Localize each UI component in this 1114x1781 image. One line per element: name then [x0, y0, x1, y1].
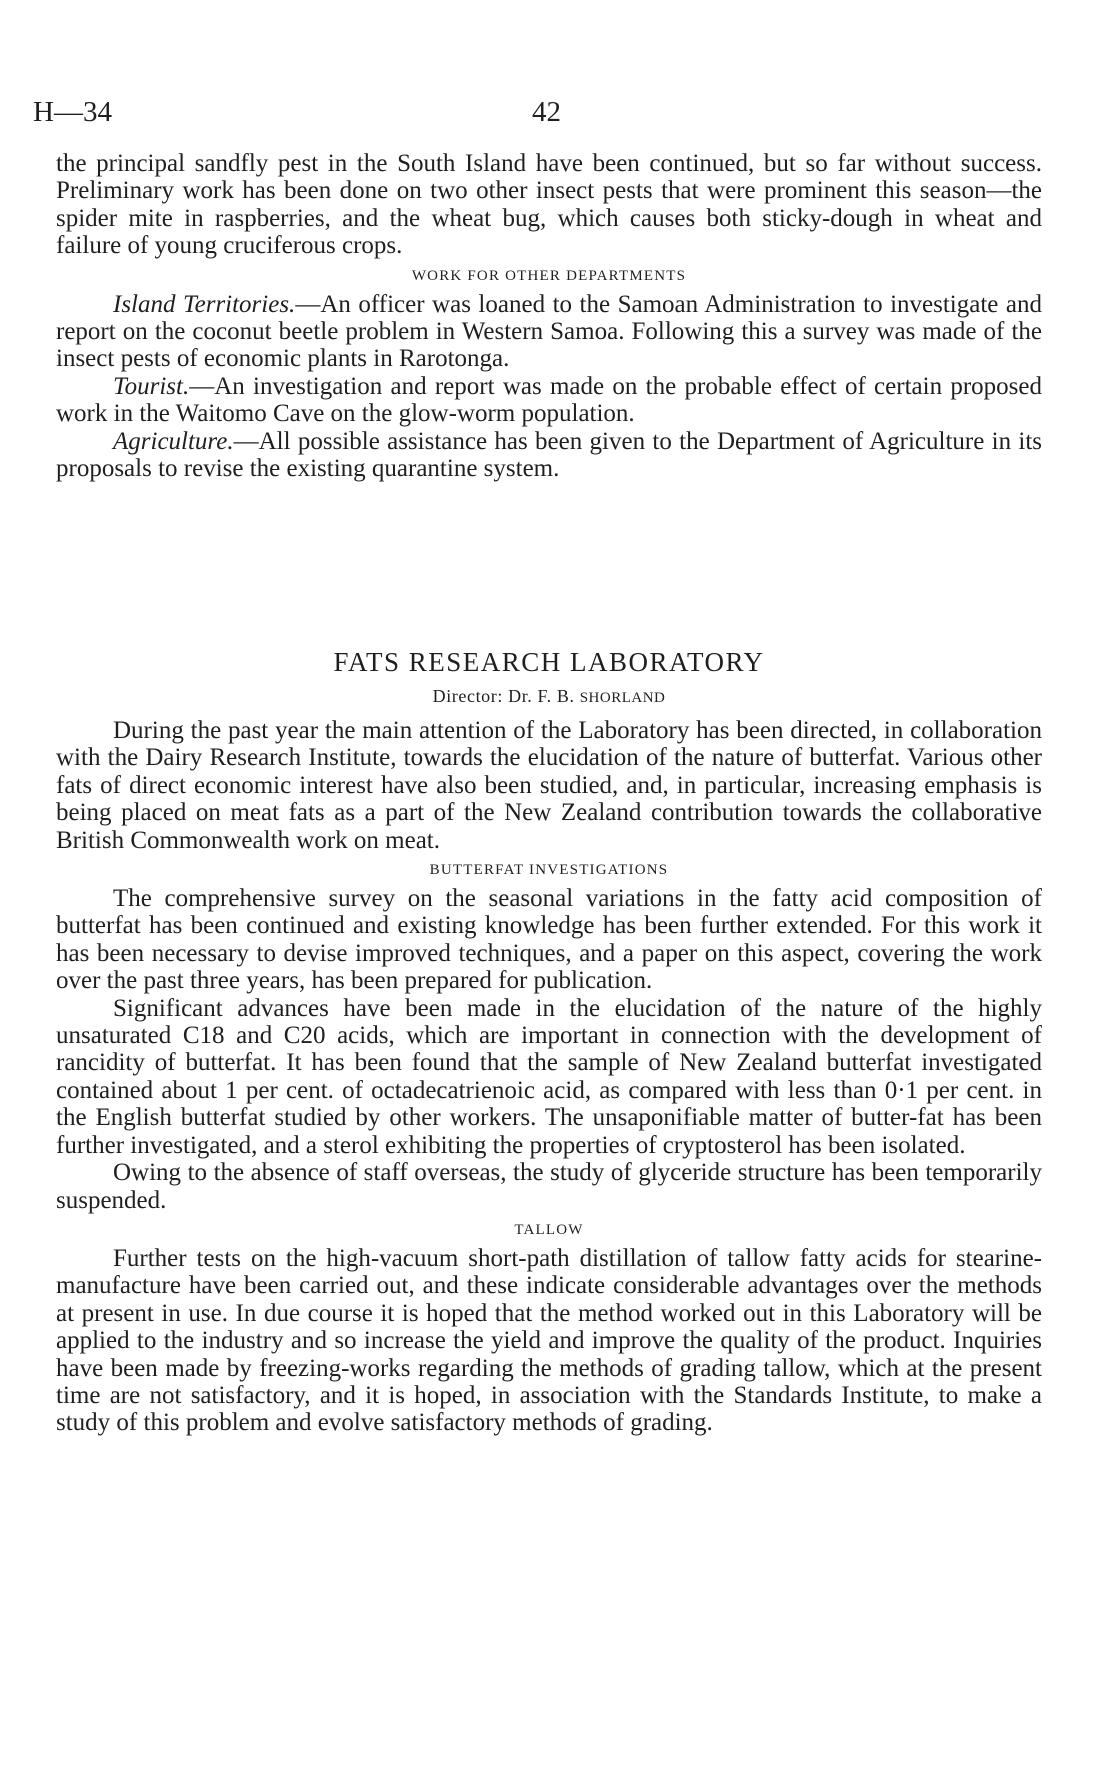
butterfat-paragraph: Significant advances have been made in the elucidation of the nature of the highly unsaturated C18 and C20 acids, which are important in connection with the development of rancidity of butterfat. It has been found that the sample of New Zealand butterfat investigated contained about 1 per cent. of octadecatrienoic acid, as compared with less than 0·1 per cent. in the English butterfat studied by other workers. The unsaponifiable matter of butter-fat has been further investigated, and a sterol exhibiting the properties of cryptosterol has been isolated.: [56, 994, 1042, 1159]
paragraph-tourist: [56, 373, 1042, 428]
subheading-butterfat-investigations: BUTTERFAT INVESTIGATIONS: [429, 862, 669, 879]
paragraph-island-territories: [56, 291, 1042, 373]
subheading-tallow: TALLOW: [514, 1221, 584, 1238]
intro-paragraph: During the past year the main attention of the Laboratory has been directed, in collaboration with the Dairy Research Institute, towards the elucidation of the nature of butterfat. Various other fats of direct economic interest have also been studied, and, in particular, increasing emphasis is being placed on meat fats as a part of the New Zealand contribution towards the collaborative British Commonwealth work on meat.: [56, 717, 1042, 854]
director-line: [56, 683, 1042, 711]
section-fats-research: [56, 647, 1042, 1437]
run-in-heading: Agriculture.: [113, 427, 234, 455]
butterfat-paragraph: The comprehensive survey on the seasonal variations in the fatty acid composition of butterfat has been continued and existing knowledge has been further extended. For this work it has been necessary to devise improved techniques, and a paper on this aspect, covering the work over the past three years, has been prepared for publication.: [56, 885, 1042, 995]
paragraph-text: —An officer was loaned to the Samoan Administration to investigate and report on the coconut beetle problem in Western Samoa. Following this a survey was made of the insect pests of economic plants in Rarotonga.: [56, 290, 1042, 373]
section-title: FATS RESEARCH LABORATORY: [333, 647, 765, 677]
continued-paragraph: the principal sandfly pest in the South Island have been continued, but so far without success. Preliminary work has been done on two other insect pests that were prominent this season—the spider mite in raspberries, and the wheat bug, which causes both sticky-dough in wheat and failure of young cruciferous crops.: [56, 150, 1042, 260]
director-label: Director:: [432, 686, 503, 706]
page-header: [0, 96, 1114, 136]
director-surname: SHORLAND: [579, 690, 666, 706]
document-reference: H—34: [33, 96, 112, 128]
paragraph-agriculture: [56, 428, 1042, 483]
director-name: Dr. F. B.: [508, 686, 575, 706]
page-number: 42: [532, 96, 561, 128]
paragraph-text: —An investigation and report was made on the probable effect of certain proposed work in the Waitomo Cave on the glow-worm population.: [56, 372, 1042, 428]
subheading-work-for-other-departments: WORK FOR OTHER DEPARTMENTS: [411, 267, 687, 284]
run-in-heading: Island Territories.: [113, 290, 296, 318]
run-in-heading: Tourist.: [113, 372, 190, 400]
section-entomology: [56, 150, 1042, 482]
tallow-paragraph: Further tests on the high-vacuum short-path distillation of tallow fatty acids for stearine-manufacture have been carried out, and these indicate considerable advantages over the methods at present in use. In due course it is hoped that the method worked out in this Laboratory will be applied to the industry and so increase the yield and improve the quality of the product. Inquiries have been made by freezing-works regarding the methods of grading tallow, which at the present time are not satisfactory, and it is hoped, in association with the Standards Institute, to make a study of this problem and evolve satisfactory methods of grading.: [56, 1244, 1042, 1437]
paragraph-text: —All possible assistance has been given to the Department of Agriculture in its proposals to revise the existing quarantine system.: [56, 427, 1042, 483]
butterfat-paragraph: Owing to the absence of staff overseas, the study of glyceride structure has been temporarily suspended.: [56, 1159, 1042, 1214]
